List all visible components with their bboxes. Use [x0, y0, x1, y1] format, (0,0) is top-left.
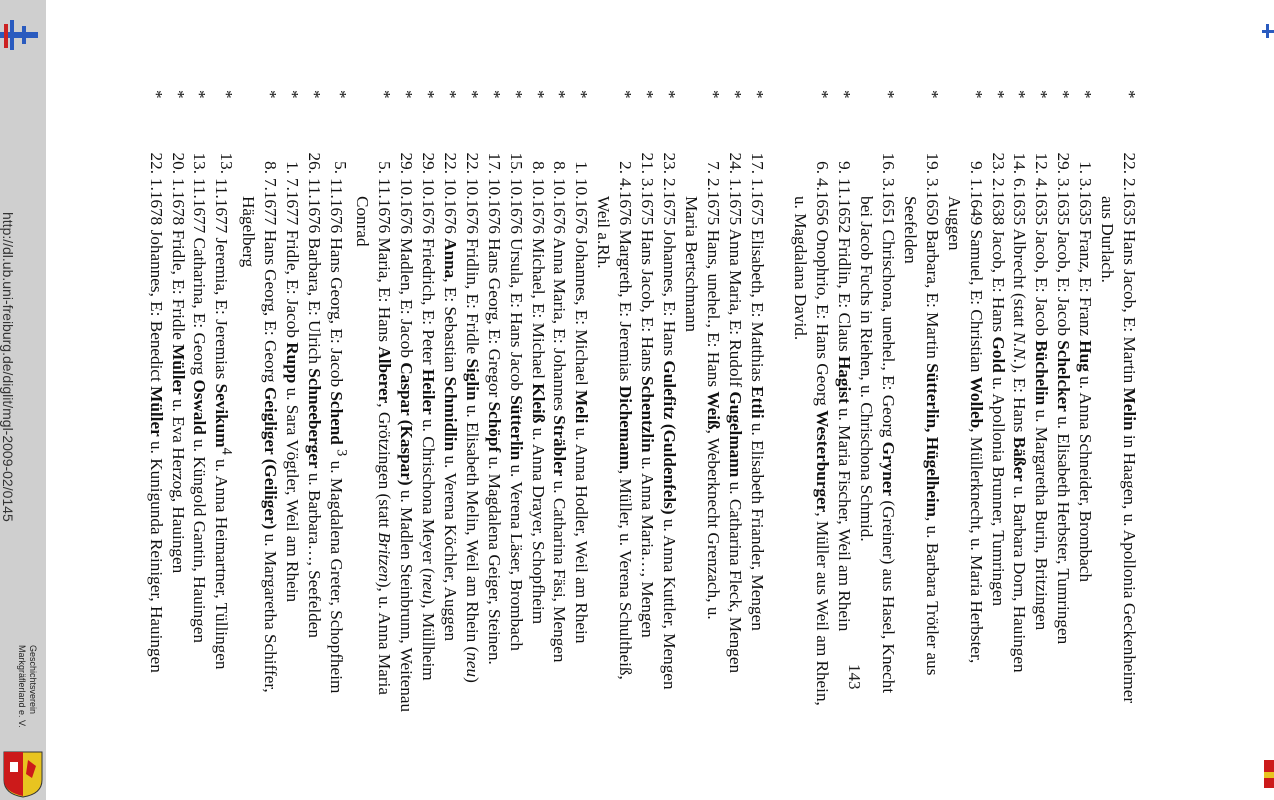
right-page-edge	[1260, 0, 1274, 800]
entry-text: 1.1678 Johannes, E: Benedict Müller u. Kunigunda Reiniger, Hauingen	[146, 178, 166, 673]
entry-day: 8.	[528, 161, 548, 174]
entry-day: 24.	[725, 152, 745, 174]
society-region: Markgräflerland e. V.	[17, 645, 27, 728]
register-entry	[702, 90, 724, 650]
entry-text: 11.1652 Fridlin, E: Claus Hagist u. Maria Fischer, Weil am Rhein	[835, 178, 855, 632]
entry-text: 3.1675 Hans Jacob, E: Hans Schentzlin u. Anna Maria…, Mengen	[638, 178, 658, 638]
entry-text: 10.1676 Johannes, E: Michael Meli u. Anna Hodler, Weil am Rhein	[572, 178, 592, 644]
register-entry	[373, 90, 395, 695]
entry-text: 10.1676 Michael, E: Michael Kleiß u. Anna Drayer, Schopfheim	[528, 178, 548, 625]
entry-text: 1.1678 Fridle, E: Fridle Müller u. Eva Herzog, Hauingen	[168, 178, 188, 574]
entry-star-marker: *	[703, 90, 723, 99]
entry-text: 11.1676 Hans Georg, E: Jacob Schend $^3$ u. Magdalena Greter, Schopfheim	[326, 178, 350, 694]
register-entry	[614, 90, 636, 680]
page-number: 143	[845, 664, 864, 690]
entry-star-marker: *	[331, 90, 351, 99]
entry-text: 7.1677 Fridle, E: Jacob Rupp u. Sara Vögtler, Weil am Rhein	[282, 178, 302, 603]
entry-day: 17.	[484, 152, 504, 174]
entry-text: 1.1675 Elisabeth, E: Matthias Ettli u. Elisabeth Friander, Mengen	[747, 178, 767, 631]
entry-day: 5.	[375, 161, 395, 174]
entry-text: 7.1677 Hans Georg, E: Georg Geigliger (Geiliger) u. Margaretha Schiffer,	[260, 178, 280, 693]
entry-star-marker: *	[1054, 90, 1074, 99]
register-entry	[417, 90, 439, 681]
entry-continuation: bei Jacob Fuchs in Riehen, u. Chrischona Schmid.	[857, 196, 877, 542]
register-entry	[724, 90, 746, 674]
entry-text: 11.1677 Jeremia, E: Jeremias Sevikum$^4$ u. Anna Heimartner, Tüllingen	[212, 178, 236, 670]
register-entry	[395, 90, 417, 713]
entry-day: 16.	[879, 152, 899, 174]
register-entry	[877, 90, 899, 694]
register-entry	[281, 90, 303, 650]
entry-star-marker: *	[659, 90, 679, 99]
register-entry	[1030, 90, 1052, 650]
entry-day: 26.	[304, 152, 324, 174]
entry-day: 7.	[703, 161, 723, 174]
register-entry	[811, 90, 833, 706]
entry-day: 5.	[331, 161, 351, 174]
entry-day: 29.	[419, 152, 439, 174]
entry-continuation: Weil a.Rh.	[594, 196, 614, 269]
entry-text: 1.1649 Samuel, E: Christian Wolleb, Müllerknecht, u. Maria Herbster,	[966, 178, 986, 664]
register-entry	[1009, 90, 1031, 673]
entry-text: 10.1676 Friedrich, E: Peter Heiler u. Chrischona Meyer (neu), Müllheim	[419, 178, 439, 681]
register-entry	[1118, 90, 1140, 704]
entry-text: 6.1635 Albrecht (statt N.N.), E: Hans Bäßer u. Barbara Dorn, Hauingen	[1010, 178, 1030, 673]
entry-star-marker: *	[440, 90, 460, 99]
entry-star-marker: *	[1076, 90, 1096, 99]
society-crest-icon	[2, 750, 44, 798]
entry-star-marker: *	[1010, 90, 1030, 99]
entry-star-marker: *	[572, 90, 592, 99]
entry-star-marker: *	[550, 90, 570, 99]
entry-star-marker: *	[1032, 90, 1052, 99]
entry-continuation: Conrad	[353, 196, 373, 247]
register-entry	[527, 90, 549, 650]
entry-star-marker: *	[813, 90, 833, 99]
entry-day: 8.	[260, 161, 280, 174]
entry-day: 13.	[190, 152, 210, 174]
edge-marker-icon	[1262, 22, 1274, 40]
entry-day: 13.	[217, 152, 237, 174]
entry-text: 2.1638 Jacob, E: Hans Gold u. Apollonia Brunner, Tumringen	[988, 178, 1008, 607]
entry-text: 4.1656 Onophrio, E: Hans Georg Westerburger, Müller aus Weil am Rhein,	[813, 178, 833, 706]
entry-star-marker: *	[747, 90, 767, 99]
entry-text: 10.1676 Hans Georg, E: Gregor Schöpf u. Magdalena Geiger, Steinen.	[484, 178, 504, 665]
entry-text: 11.1677 Catharina, E: Georg Oswald u. Küngold Gantin, Hauingen	[190, 178, 210, 643]
entry-text: 4.1676 Margreth, E: Jeremias Dichemann, Müller, u. Verena Schultheiß,	[616, 178, 636, 680]
register-entry	[483, 90, 505, 665]
entry-text: 2.1675 Johannes, E: Hans Gulefitz (Guldenfels) u. Anna Kuttler, Mengen	[659, 178, 679, 690]
entry-star-marker: *	[506, 90, 526, 99]
entry-star-marker: *	[725, 90, 745, 99]
entry-text: 10.1676 Ursula, E: Hans Jacob Sütterlin u. Verena Läser, Brombach	[506, 178, 526, 651]
entry-star-marker: *	[304, 90, 324, 99]
entry-text: 11.1676 Barbara, E: Ulrich Schneeberger u. Barbara…, Seefelden	[304, 178, 324, 638]
source-url[interactable]: http://dl.ub.uni-freiburg.de/diglit/mgl-2009-02/0145	[0, 212, 16, 522]
register-entry	[167, 90, 189, 650]
entry-day: 23.	[988, 152, 1008, 174]
register-entry	[833, 90, 855, 650]
entry-day: 9.	[966, 161, 986, 174]
register-entry	[325, 90, 352, 694]
entry-day: 14.	[1010, 152, 1030, 174]
entry-day: 17.	[747, 152, 767, 174]
entry-day: 29.	[397, 152, 417, 174]
entry-day: 2.	[616, 161, 636, 174]
edge-crest-icon	[1262, 758, 1274, 790]
register-entry	[439, 90, 461, 650]
entry-text: 2.1675 Hans, unehel., E: Hans Weiß, Weberknecht Grenzach, u.	[703, 178, 723, 620]
register-entry	[636, 90, 658, 650]
society-name: Geschichtsverein	[28, 645, 38, 715]
entry-day: 20.	[168, 152, 188, 174]
entry-continuation: aus Durlach.	[1098, 196, 1118, 283]
entry-star-marker: *	[988, 90, 1008, 99]
entry-continuation: Auggen	[944, 196, 964, 251]
entry-text: 10.1676 Madlen, E: Jacob Caspar (Kaspar) u. Madlen Steinbrunn, Weitenau	[397, 178, 417, 713]
entry-text: 4.1635 Jacob, E: Jacob Büchelin u. Margaretha Burin, Britzingen	[1032, 178, 1052, 631]
register-entry	[505, 90, 527, 650]
entry-text: 10.1676 Fridlin, E: Fridle Siglin u. Elisabeth Melin, Weil am Rhein (neu)	[462, 178, 482, 683]
register-entry	[1074, 90, 1096, 650]
entry-star-marker: *	[419, 90, 439, 99]
register-entry	[461, 90, 483, 683]
entry-star-marker: *	[282, 90, 302, 99]
entry-continuation: Maria Bertschmann	[681, 196, 701, 333]
register-entry	[987, 90, 1009, 650]
entry-day: 29.	[1054, 152, 1074, 174]
entry-day: 19.	[922, 152, 942, 174]
entry-continuation: u. Magdalana David.	[791, 196, 811, 341]
entry-star-marker: *	[375, 90, 395, 99]
entry-gap	[768, 90, 790, 650]
register-entry	[658, 90, 680, 690]
entry-star-marker: *	[1120, 90, 1139, 99]
entry-text: 2.1635 Hans Jacob, E: Martin Melin in Haagen, u. Apollonia Geckenheimer	[1120, 178, 1139, 704]
entry-day: 9.	[835, 161, 855, 174]
entry-text: 3.1650 Barbara, E: Martin Sütterlin, Hügelheim, u. Barbara Trötler aus	[922, 178, 942, 676]
entry-star-marker: *	[922, 90, 942, 99]
entry-day: 8.	[550, 161, 570, 174]
entry-day: 22.	[1120, 152, 1139, 174]
entry-text: 3.1635 Jacob, E: Jacob Schelcker u. Elisabeth Herbster, Tumringen	[1054, 178, 1074, 645]
entry-star-marker: *	[616, 90, 636, 99]
entry-star-marker: *	[397, 90, 417, 99]
entry-star-marker: *	[260, 90, 280, 99]
entry-star-marker: *	[638, 90, 658, 99]
entry-continuation: Seefelden	[900, 196, 920, 264]
entry-text: 11.1676 Maria, E: Hans Alberer, Grötzingen (statt Britzen), u. Anna Maria	[375, 178, 395, 695]
entry-day: 22.	[462, 152, 482, 174]
entry-day: 15.	[506, 152, 526, 174]
entry-star-marker: *	[484, 90, 504, 99]
entry-day: 12.	[1032, 152, 1052, 174]
entry-star-marker: *	[217, 90, 237, 99]
entry-day: 22.	[146, 152, 166, 174]
entry-text: 3.1651 Chrischona, unehel., E: Georg Gryner (Greiner) aus Hasel, Knecht	[879, 178, 899, 694]
entry-day: 21.	[638, 152, 658, 174]
entry-text: 1.1675 Anna Maria, E: Rudolf Gugelmann u. Catharina Fleck, Mengen	[725, 178, 745, 674]
register-entry	[210, 90, 237, 670]
entry-star-marker: *	[966, 90, 986, 99]
register-entry	[303, 90, 325, 650]
entry-day: 6.	[813, 161, 833, 174]
entry-star-marker: *	[528, 90, 548, 99]
entry-star-marker: *	[190, 90, 210, 99]
entry-day: 22.	[440, 152, 460, 174]
register-entry	[746, 90, 768, 650]
entry-text: 10.1676 Anna Maria, E: Johannes Sträbler u. Catharina Fäsi, Mengen	[550, 178, 570, 663]
entry-day: 1.	[282, 161, 302, 174]
register-entry	[189, 90, 211, 650]
entry-star-marker: *	[879, 90, 899, 99]
register-entry	[1052, 90, 1074, 650]
entry-continuation: Hägelberg	[239, 196, 259, 268]
register-entry	[549, 90, 571, 663]
entry-star-marker: *	[462, 90, 482, 99]
register-entry	[259, 90, 281, 693]
register-entry	[145, 90, 167, 673]
university-logo-icon	[0, 18, 38, 54]
entry-day: 1.	[572, 161, 592, 174]
entry-star-marker: *	[835, 90, 855, 99]
register-entry	[965, 90, 987, 664]
entry-star-marker: *	[168, 90, 188, 99]
register-entry	[570, 90, 592, 650]
entry-day: 23.	[659, 152, 679, 174]
register-entry	[921, 90, 943, 676]
entry-star-marker: *	[146, 90, 166, 99]
entry-text: 3.1635 Franz, E: Franz Hug u. Anna Schneider, Brombach	[1076, 178, 1096, 583]
entry-day: 1.	[1076, 161, 1096, 174]
entry-text: 10.1676 Anna, E: Sebastian Schmidlin u. Verena Köchler, Auggen	[440, 178, 460, 642]
